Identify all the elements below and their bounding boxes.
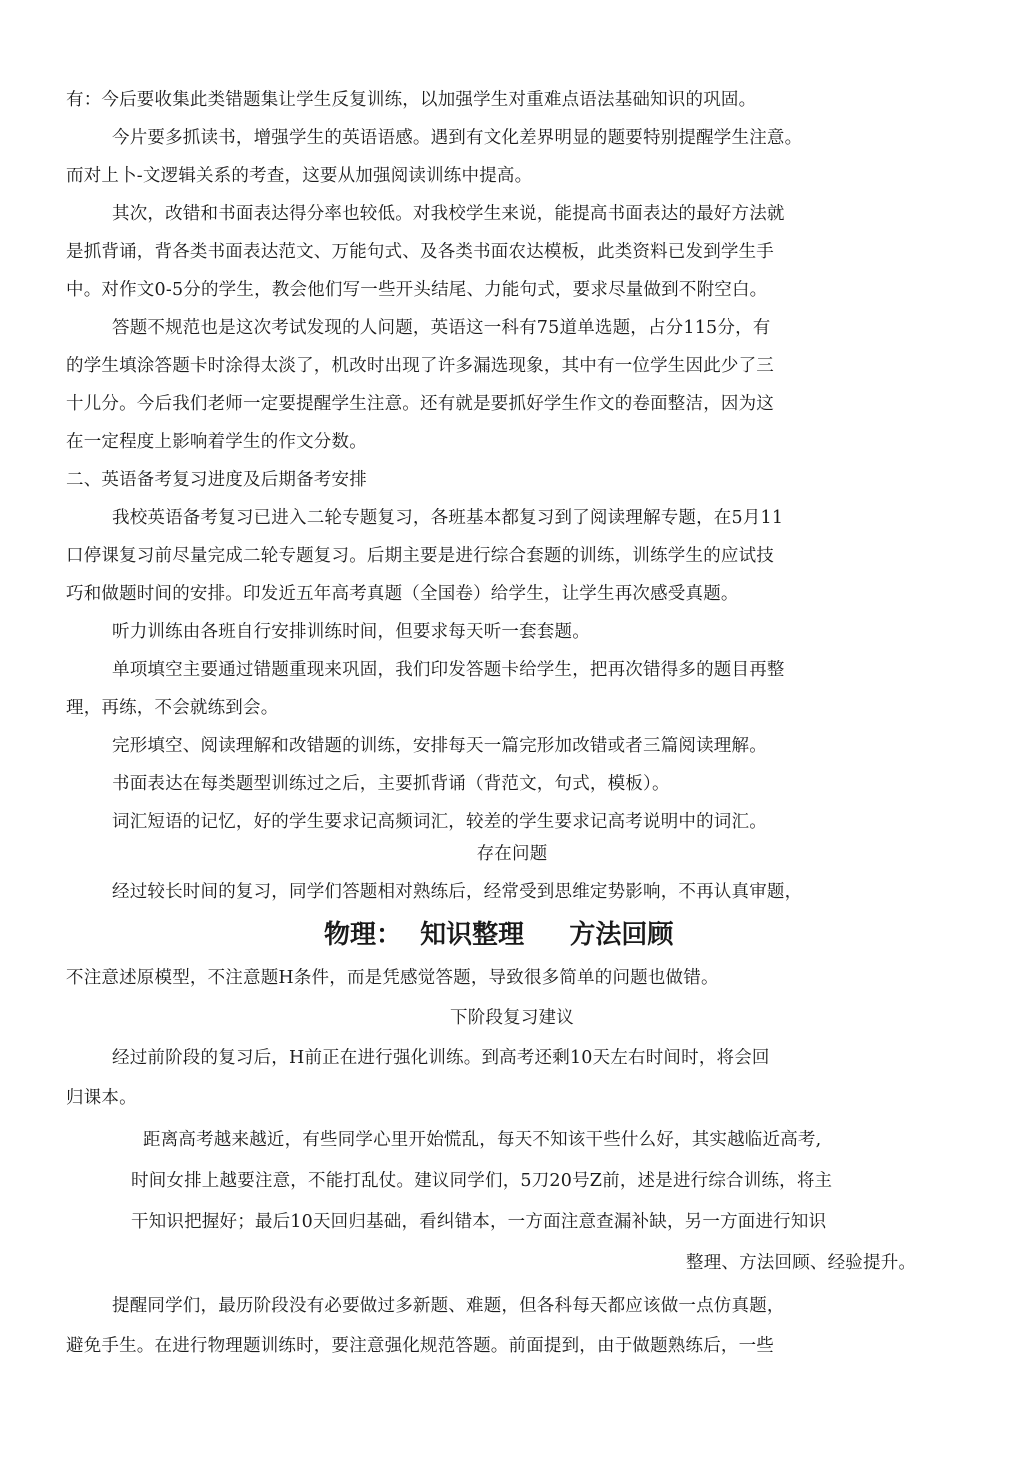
text-line-2: 今片要多抓读书，增强学生的英语语感。遇到有文化差界明显的题要特别提醒学生注意。 bbox=[112, 128, 803, 148]
text-line-26: 归课本。 bbox=[66, 1088, 137, 1108]
text-line-19: 书面表达在每类题型训练过之后，主要抓背诵（背范文，句式，模板）。 bbox=[112, 774, 670, 794]
text-line-23: 不注意述原模型，不注意题H条件，而是凭感觉答题，导致很多简单的问题也做错。 bbox=[66, 968, 719, 988]
text-line-31: 提醒同学们，最历阶段没有必要做过多新题、难题，但各科每天都应该做一点仿真题， bbox=[112, 1296, 785, 1316]
text-line-16: 单项填空主要通过错题重现来巩固，我们印发答题卡给学生，把再次错得多的题目再整 bbox=[112, 660, 785, 680]
text-line-13: 口停课复习前尽量完成二轮专题复习。后期主要是进行综合套题的训练，训练学生的应试技 bbox=[66, 546, 774, 566]
text-line-1: 有：今后要收集此类错题集让学生反复训练，以加强学生对重难点语法基础知识的巩固。 bbox=[66, 90, 757, 110]
text-line-17: 理，再练，不会就练到会。 bbox=[66, 698, 279, 718]
text-line-25: 经过前阶段的复习后，H前正在进行强化训练。到高考还剩10天左右时间时，将会回 bbox=[112, 1048, 770, 1068]
text-line-4: 其次，改错和书面表达得分率也较低。对我校学生来说，能提高书面表达的最好方法就 bbox=[112, 204, 785, 224]
text-line-10: 在一定程度上影响着学生的作文分数。 bbox=[66, 432, 367, 452]
text-line-9: 十儿分。今后我们老师一定要提醒学生注意。还有就是要抓好学生作文的卷面整洁，因为这 bbox=[66, 394, 774, 414]
text-line-3: 而对上卜-文逻辑关系的考查，这要从加强阅读训练中提高。 bbox=[66, 166, 533, 186]
heading-next-stage: 下阶段复习建议 bbox=[450, 1008, 574, 1028]
text-line-28: 时间女排上越要注意，不能打乱仗。建议同学们，5刀20号Z前，述是进行综合训练，将主 bbox=[131, 1171, 833, 1191]
text-line-32: 避免手生。在进行物理题训练时，要注意强化规范答题。前面提到，由于做题熟练后，一些 bbox=[66, 1336, 774, 1356]
text-line-27: 距离高考越来越近，有些同学心里开始慌乱，每天不知该干些什么好，其实越临近高考, bbox=[143, 1130, 822, 1150]
physics-subtitle: 物理： 知识整理 方法回顾 bbox=[324, 920, 674, 950]
section-heading-2: 二、英语备考复习进度及后期备考安排 bbox=[66, 470, 367, 490]
text-line-12: 我校英语备考复习已进入二轮专题复习，各班基本都复习到了阅读理解专题，在5月11 bbox=[112, 508, 784, 528]
text-line-8: 的学生填涂答题卡时涂得太淡了，机改时出现了许多漏选现象，其中有一位学生因此少了三 bbox=[66, 356, 774, 376]
text-line-18: 完形填空、阅读理解和改错题的训练，安排每天一篇完形加改错或者三篇阅读理解。 bbox=[112, 736, 767, 756]
text-line-14: 巧和做题时间的安排。印发近五年高考真题（全国卷）给学生，让学生再次感受真题。 bbox=[66, 584, 739, 604]
text-line-20: 词汇短语的记忆，好的学生要求记高频词汇，较差的学生要求记高考说明中的词汇。 bbox=[112, 812, 767, 832]
text-line-6: 中。对作文0-5分的学生，教会他们写一些开头结尾、力能句式，要求尽量做到不附空白。 bbox=[66, 280, 768, 300]
text-line-22: 经过较长时间的复习，同学们答题相对熟练后，经常受到思维定势影响，不再认真审题， bbox=[112, 882, 803, 902]
text-line-5: 是抓背诵，背各类书面表达范文、万能句式、及各类书面农达模板，此类资料已发到学生手 bbox=[66, 242, 774, 262]
text-line-15: 听力训练由各班自行安排训练时间，但要求每天听一套套题。 bbox=[112, 622, 590, 642]
text-line-7: 答题不规范也是这次考试发现的人问题，英语这一科有75道单选题，占分115分，有 bbox=[112, 318, 771, 338]
heading-problems: 存在问题 bbox=[476, 844, 548, 864]
text-line-30: 整理、方法回顾、经验提升。 bbox=[686, 1253, 917, 1273]
text-line-29: 干知识把握好；最后10天回归基础，看纠错本，一方面注意查漏补缺，另一方面进行知识 bbox=[131, 1212, 827, 1232]
